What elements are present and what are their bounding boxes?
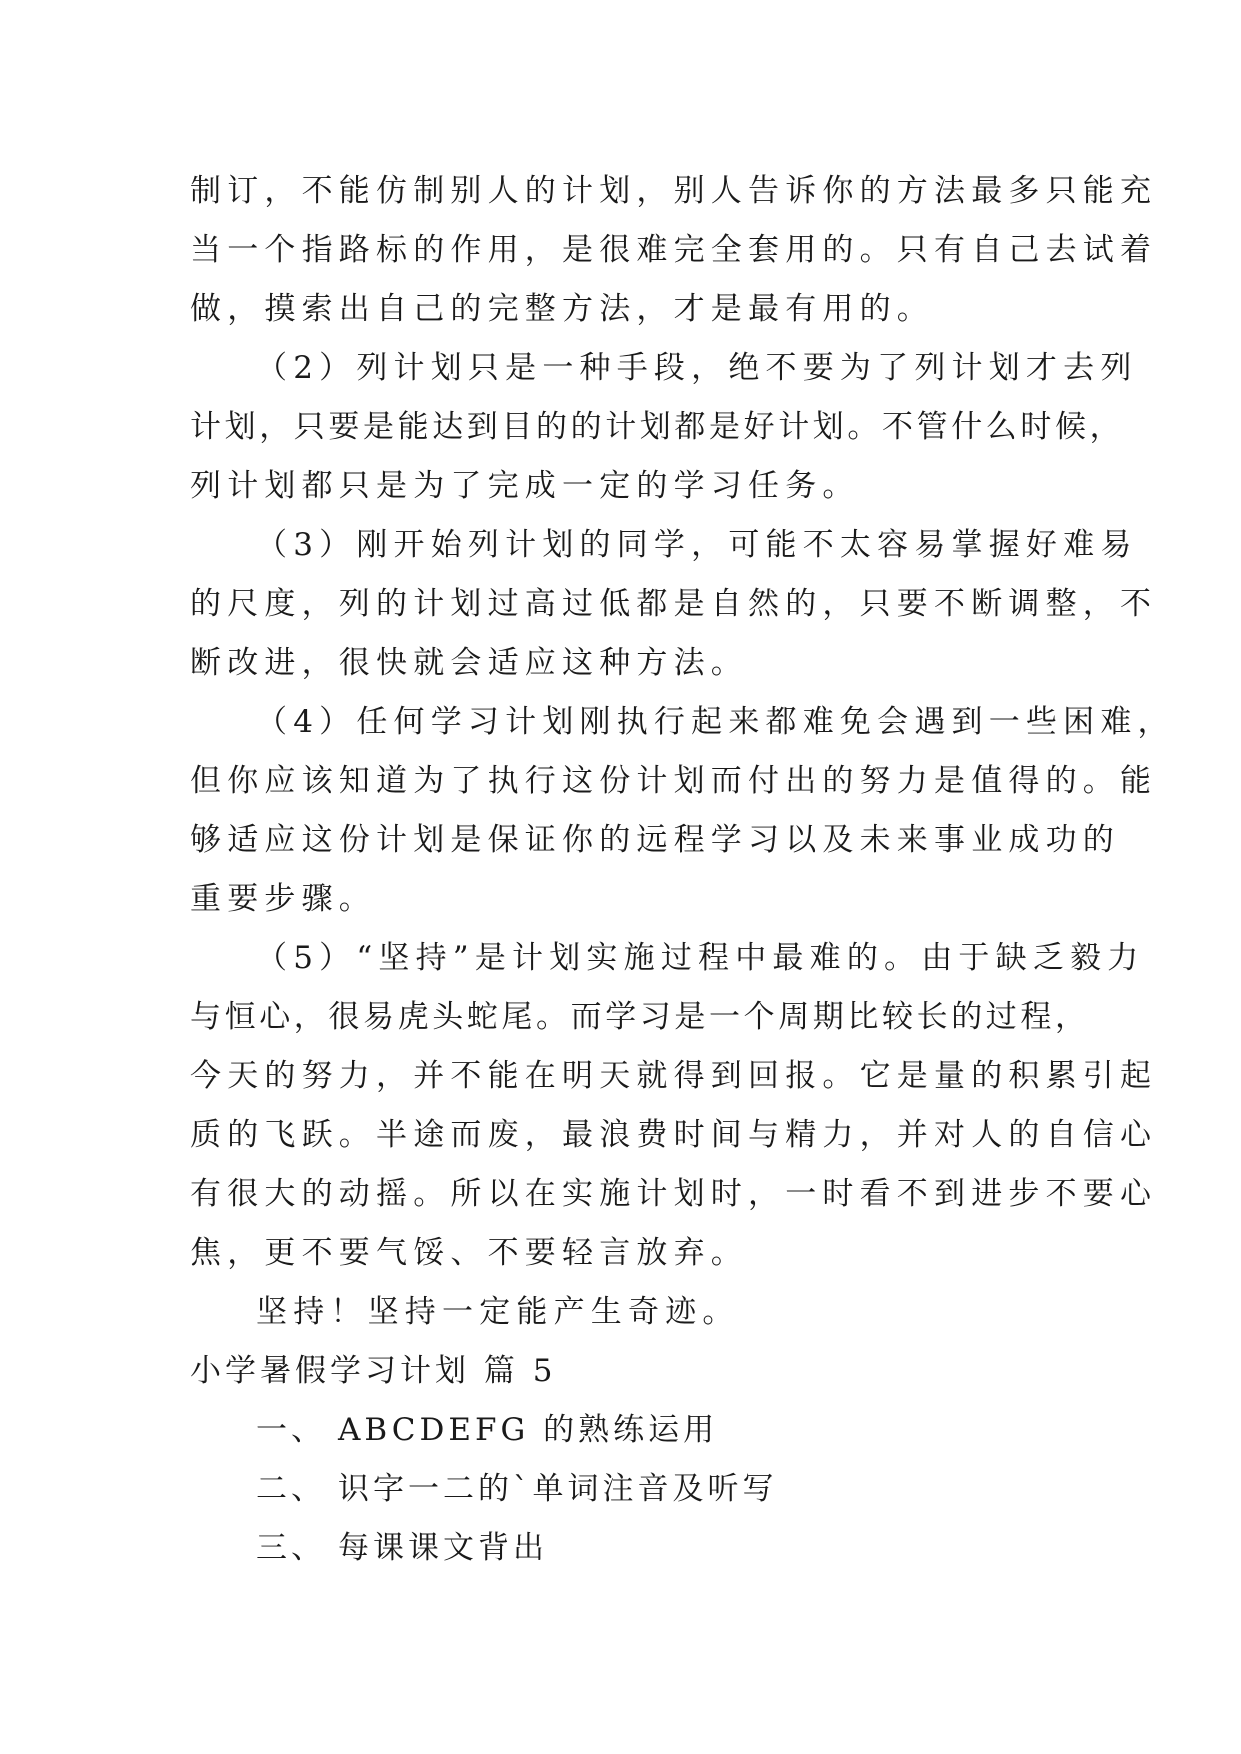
list-item-text: 每课课文背出	[338, 1530, 548, 1566]
paragraph-line: （2）列计划只是一种手段，绝不要为了列计划才去列	[256, 350, 1138, 386]
paragraph-line: 但你应该知道为了执行这份计划而付出的努力是值得的。能	[190, 763, 1158, 799]
paragraph-line: 有很大的动摇。所以在实施计划时，一时看不到进步不要心	[190, 1176, 1158, 1212]
paragraph-line: 质的飞跃。半途而废，最浪费时间与精力，并对人的自信心	[190, 1117, 1158, 1153]
list-item	[190, 1519, 1060, 1578]
paragraph-line: （3）刚开始列计划的同学，可能不太容易掌握好难易	[256, 527, 1138, 563]
paragraph-line: 今天的努力，并不能在明天就得到回报。它是量的积累引起	[190, 1058, 1158, 1094]
paragraph-line: 做，摸索出自己的完整方法，才是最有用的。	[190, 291, 934, 327]
paragraph-line: 的尺度，列的计划过高过低都是自然的，只要不断调整，不	[190, 586, 1158, 622]
paragraph-line: 计划，只要是能达到目的的计划都是好计划。不管什么时候，	[190, 409, 1125, 445]
paragraph-line: 制订，不能仿制别人的计划，别人告诉你的方法最多只能充	[190, 173, 1158, 209]
document-body	[190, 162, 1175, 1578]
paragraph-line: 断改进，很快就会适应这种方法。	[190, 645, 748, 681]
list-item	[190, 1401, 1060, 1460]
paragraph-line: 重要步骤。	[190, 881, 376, 917]
paragraph-line: （4）任何学习计划刚执行起来都难免会遇到一些困难，	[256, 704, 1175, 740]
list-item-number: 三、	[256, 1530, 326, 1566]
paragraph-line: 列计划都只是为了完成一定的学习任务。	[190, 468, 860, 504]
paragraph-line: 坚持！坚持一定能产生奇迹。	[256, 1294, 740, 1330]
paragraph-line: 当一个指路标的作用，是很难完全套用的。只有自己去试着	[190, 232, 1158, 268]
list-item-text: 识字一二的`单词注音及听写	[338, 1471, 778, 1507]
list-item-text: ABCDEFG 的熟练运用	[338, 1412, 719, 1448]
paragraph-line: 焦，更不要气馁、不要轻言放弃。	[190, 1235, 748, 1271]
list-item	[190, 1460, 1060, 1519]
paragraph-line: 与恒心，很易虎头蛇尾。而学习是一个周期比较长的过程，	[190, 999, 1090, 1035]
section-heading: 小学暑假学习计划 篇 5	[190, 1353, 557, 1389]
paragraph-line: 够适应这份计划是保证你的远程学习以及未来事业成功的	[190, 822, 1120, 858]
list-item-number: 一、	[256, 1412, 326, 1448]
list-item-number: 二、	[256, 1471, 326, 1507]
paragraph-line: （5）“坚持”是计划实施过程中最难的。由于缺乏毅力	[256, 940, 1145, 976]
